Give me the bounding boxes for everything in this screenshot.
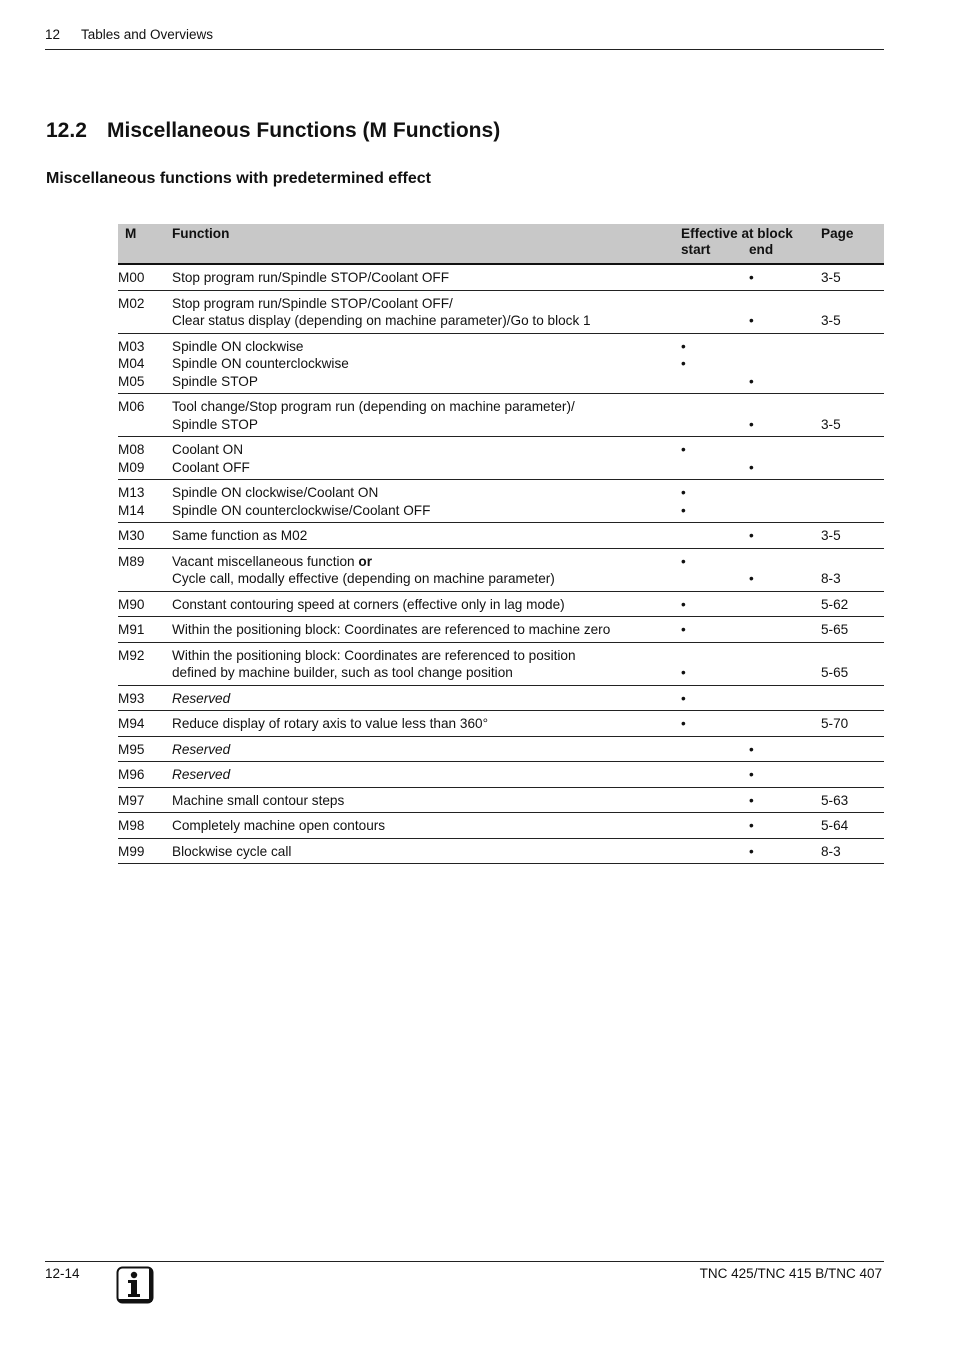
cell-page-line [821, 484, 884, 502]
cell-function-line: Spindle ON clockwise/Coolant ON [172, 485, 379, 500]
cell-m-line [118, 416, 172, 434]
table-row [118, 394, 884, 437]
cell-m-line [118, 570, 172, 588]
table-row [118, 685, 884, 711]
cell-start [681, 762, 749, 788]
cell-m [118, 787, 172, 813]
cell-function [172, 548, 681, 591]
cell-page-line: 5-65 [821, 665, 849, 680]
cell-end [749, 762, 821, 788]
cell-end [749, 264, 821, 290]
cell-end-line [749, 398, 821, 416]
cell-end [749, 711, 821, 737]
cell-m [118, 711, 172, 737]
cell-m-line: M92 [118, 647, 145, 663]
cell-m-line: M06 [118, 399, 145, 414]
cell-start-line [681, 817, 749, 835]
cell-page [821, 838, 884, 864]
cell-start-line [681, 398, 749, 416]
cell-end-line: • [749, 373, 754, 389]
cell-function [172, 838, 681, 864]
cell-page-line: 3-5 [821, 270, 841, 285]
cell-function [172, 480, 681, 523]
cell-function-line: Machine small contour steps [172, 792, 345, 808]
cell-start-line [681, 416, 749, 434]
cell-end-line: • [749, 571, 754, 586]
cell-page [821, 617, 884, 643]
cell-function-line: Within the positioning block: Coordinates are referenced to position [172, 647, 576, 663]
cell-m-line: M93 [118, 690, 145, 706]
cell-start [681, 480, 749, 523]
chapter-number: 12 [45, 27, 61, 42]
cell-page [821, 685, 884, 711]
table-row [118, 711, 884, 737]
cell-end [749, 333, 821, 394]
cell-m [118, 617, 172, 643]
cell-start-line: • [681, 442, 686, 457]
cell-m-line: M08 [118, 442, 145, 457]
cell-function-line [172, 553, 681, 571]
cell-function-line: Coolant ON [172, 442, 244, 457]
table-row [118, 437, 884, 480]
table-row [118, 736, 884, 762]
cell-start-line [681, 269, 749, 287]
table-row [118, 591, 884, 617]
cell-page [821, 591, 884, 617]
cell-m [118, 333, 172, 394]
function-text: Vacant miscellaneous function [172, 553, 359, 569]
cell-function [172, 290, 681, 333]
cell-function [172, 736, 681, 762]
header-effective-label: Effective at block [681, 226, 793, 241]
cell-end [749, 591, 821, 617]
function-bold-or: or [358, 553, 372, 569]
table-row [118, 642, 884, 685]
section-heading [46, 119, 500, 143]
cell-start [681, 591, 749, 617]
cell-end-line [749, 441, 821, 459]
cell-end-line [749, 502, 821, 520]
cell-page-line [821, 553, 884, 571]
cell-function-line: Within the positioning block: Coordinates are referenced to machine zero [172, 622, 611, 637]
cell-start-line: • [681, 665, 686, 680]
cell-end-line: • [749, 741, 754, 757]
cell-m [118, 838, 172, 864]
cell-end-line: • [749, 528, 754, 543]
cell-m [118, 264, 172, 290]
cell-start-line: • [681, 716, 686, 731]
cell-page-line [821, 459, 884, 477]
cell-page-line: 8-3 [821, 571, 841, 586]
cell-function-line: Spindle ON clockwise [172, 338, 304, 354]
cell-page [821, 264, 884, 290]
cell-m-line: M99 [118, 843, 145, 859]
cell-m-line: M14 [118, 502, 145, 518]
cell-page [821, 437, 884, 480]
cell-page-line: 5-65 [821, 622, 849, 637]
cell-end [749, 480, 821, 523]
cell-function [172, 642, 681, 685]
header-start: start [681, 242, 711, 257]
cell-start [681, 264, 749, 290]
cell-end-line [749, 647, 821, 665]
cell-start-line [681, 373, 749, 391]
chapter-title: Tables and Overviews [81, 27, 214, 42]
cell-start-line: • [681, 622, 686, 637]
cell-function [172, 787, 681, 813]
cell-end-line: • [749, 270, 754, 285]
cell-end-line: • [749, 313, 754, 328]
cell-start [681, 787, 749, 813]
cell-page [821, 548, 884, 591]
cell-end-line [749, 338, 821, 356]
cell-function-line: Stop program run/Spindle STOP/Coolant OFF [172, 270, 450, 285]
cell-page-line [821, 741, 884, 759]
cell-m-line: M04 [118, 356, 145, 371]
cell-end-line: • [749, 843, 754, 859]
cell-end-line [749, 295, 821, 313]
cell-page [821, 642, 884, 685]
cell-m-line: M96 [118, 767, 145, 782]
cell-start [681, 617, 749, 643]
cell-start-line: • [681, 485, 686, 500]
cell-end [749, 617, 821, 643]
cell-start [681, 548, 749, 591]
cell-m [118, 548, 172, 591]
cell-end [749, 642, 821, 685]
cell-m [118, 290, 172, 333]
cell-page-line [821, 373, 884, 391]
cell-end-line: • [749, 818, 754, 833]
subsection-heading: Miscellaneous functions with predetermined effect [46, 170, 431, 187]
cell-end [749, 290, 821, 333]
footer-rule [45, 1261, 884, 1262]
cell-page [821, 480, 884, 523]
cell-page-line [821, 295, 884, 313]
cell-page-line: 8-3 [821, 843, 841, 859]
cell-function-line: Constant contouring speed at corners (effective only in lag mode) [172, 596, 565, 612]
cell-page-line [821, 766, 884, 784]
cell-end [749, 736, 821, 762]
cell-m [118, 762, 172, 788]
cell-page [821, 736, 884, 762]
cell-function [172, 523, 681, 549]
cell-page-line [821, 398, 884, 416]
cell-start-line: • [681, 553, 686, 569]
header-effective [681, 224, 821, 264]
table-row [118, 523, 884, 549]
cell-page-line: 3-5 [821, 416, 841, 432]
header-end: end [749, 242, 774, 257]
cell-function [172, 333, 681, 394]
cell-start-line [681, 570, 749, 588]
cell-start [681, 333, 749, 394]
m-functions-table [118, 224, 884, 864]
cell-page-line [821, 647, 884, 665]
cell-function [172, 394, 681, 437]
cell-m-line: M89 [118, 553, 145, 569]
cell-start-line [681, 741, 749, 759]
cell-m-line: M09 [118, 459, 145, 475]
cell-function-line: defined by machine builder, such as tool change position [172, 665, 513, 680]
cell-end [749, 787, 821, 813]
section-title: Miscellaneous Functions (M Functions) [107, 119, 501, 142]
cell-start [681, 523, 749, 549]
cell-m-line: M97 [118, 792, 145, 808]
cell-page-line [821, 441, 884, 459]
cell-end-line [749, 596, 821, 614]
cell-m-line: M30 [118, 528, 145, 543]
cell-start [681, 736, 749, 762]
cell-end-line: • [749, 459, 754, 475]
cell-m [118, 523, 172, 549]
cell-page [821, 813, 884, 839]
cell-m [118, 591, 172, 617]
cell-page-line: 5-63 [821, 792, 849, 808]
cell-page-line: 3-5 [821, 313, 841, 328]
cell-start-line [681, 459, 749, 477]
cell-start-line: • [681, 596, 686, 612]
cell-end [749, 548, 821, 591]
cell-m [118, 813, 172, 839]
cell-function-line: Same function as M02 [172, 528, 308, 543]
cell-m [118, 685, 172, 711]
cell-m-line: M91 [118, 622, 145, 637]
product-name: TNC 425/TNC 415 B/TNC 407 [699, 1266, 882, 1281]
cell-end-line [749, 553, 821, 571]
cell-end-line [749, 664, 821, 682]
table-row [118, 617, 884, 643]
cell-end [749, 437, 821, 480]
table-row [118, 548, 884, 591]
cell-start-line: • [681, 356, 686, 371]
cell-end-line [749, 355, 821, 373]
cell-function [172, 617, 681, 643]
cell-page-line [821, 338, 884, 356]
cell-page [821, 711, 884, 737]
table-row [118, 787, 884, 813]
cell-function-line: Reserved [172, 767, 231, 782]
cell-page [821, 523, 884, 549]
cell-start [681, 290, 749, 333]
cell-function [172, 762, 681, 788]
cell-function-line: Coolant OFF [172, 459, 250, 475]
cell-function [172, 264, 681, 290]
cell-page [821, 762, 884, 788]
cell-page-line [821, 355, 884, 373]
table-row [118, 480, 884, 523]
cell-function [172, 591, 681, 617]
cell-function-line: Reserved [172, 741, 231, 757]
cell-start [681, 813, 749, 839]
cell-function-line: Spindle ON counterclockwise/Coolant OFF [172, 502, 431, 518]
cell-m [118, 394, 172, 437]
cell-start-line [681, 295, 749, 313]
cell-function [172, 711, 681, 737]
cell-page-line: 5-70 [821, 716, 849, 731]
cell-m-line: M98 [118, 818, 145, 833]
cell-page-line: 3-5 [821, 528, 841, 543]
cell-page-line [821, 502, 884, 520]
table-row [118, 813, 884, 839]
cell-function [172, 813, 681, 839]
cell-m [118, 437, 172, 480]
cell-m-line: M13 [118, 485, 145, 500]
table-row [118, 290, 884, 333]
cell-start-line [681, 843, 749, 861]
cell-function [172, 437, 681, 480]
cell-page [821, 290, 884, 333]
cell-start [681, 711, 749, 737]
cell-end-line: • [749, 792, 754, 808]
cell-page [821, 394, 884, 437]
cell-start [681, 685, 749, 711]
cell-function-line: Cycle call, modally effective (depending on machine parameter) [172, 571, 555, 586]
cell-end [749, 685, 821, 711]
cell-m [118, 642, 172, 685]
running-header [45, 27, 884, 50]
cell-start [681, 838, 749, 864]
cell-end-line [749, 484, 821, 502]
cell-m-line: M02 [118, 295, 145, 311]
cell-function-line: Stop program run/Spindle STOP/Coolant OFF/ [172, 295, 453, 311]
cell-function-line: Spindle STOP [172, 373, 258, 389]
table-header-row [118, 224, 884, 264]
cell-page-line: 5-64 [821, 818, 849, 833]
table-row [118, 762, 884, 788]
cell-end [749, 523, 821, 549]
cell-function-line: Reduce display of rotary axis to value less than 360° [172, 716, 489, 731]
table-row [118, 333, 884, 394]
cell-m-line: M95 [118, 741, 145, 757]
cell-end-line [749, 690, 821, 708]
cell-m-line: M00 [118, 270, 145, 285]
table-row [118, 838, 884, 864]
cell-function-line: Completely machine open contours [172, 818, 386, 833]
cell-page-line: 5-62 [821, 596, 849, 612]
table-row [118, 264, 884, 290]
cell-function-line: Spindle ON counterclockwise [172, 356, 349, 371]
cell-m-line: M90 [118, 596, 145, 612]
cell-start-line: • [681, 690, 686, 706]
cell-m-line [118, 664, 172, 682]
cell-function-line: Clear status display (depending on machine parameter)/Go to block 1 [172, 313, 591, 328]
cell-start-line [681, 792, 749, 810]
cell-start-line [681, 312, 749, 330]
cell-function-line: Reserved [172, 690, 231, 706]
cell-function-line: Blockwise cycle call [172, 843, 292, 859]
cell-start-line [681, 766, 749, 784]
cell-function-line: Spindle STOP [172, 416, 258, 432]
header-m: M [118, 224, 172, 264]
cell-m-line: M94 [118, 716, 145, 731]
cell-page-line [821, 690, 884, 708]
cell-end-line: • [749, 767, 754, 782]
cell-start-line: • [681, 338, 686, 354]
cell-page [821, 333, 884, 394]
cell-end-line [749, 715, 821, 733]
cell-page [821, 787, 884, 813]
cell-m-line [118, 312, 172, 330]
page-number: 12-14 [45, 1266, 80, 1281]
cell-m-line: M05 [118, 373, 145, 389]
cell-start [681, 394, 749, 437]
cell-start [681, 642, 749, 685]
cell-end-line: • [749, 416, 754, 432]
cell-end-line [749, 621, 821, 639]
section-number: 12.2 [46, 119, 87, 142]
cell-end [749, 394, 821, 437]
header-function: Function [172, 224, 681, 264]
info-icon [116, 1266, 154, 1304]
cell-start [681, 437, 749, 480]
cell-start-line [681, 527, 749, 545]
cell-function [172, 685, 681, 711]
cell-m [118, 480, 172, 523]
cell-end [749, 813, 821, 839]
cell-start-line [681, 647, 749, 665]
cell-function-line: Tool change/Stop program run (depending on machine parameter)/ [172, 399, 575, 414]
cell-m-line: M03 [118, 338, 145, 354]
cell-m [118, 736, 172, 762]
header-page: Page [821, 224, 884, 264]
cell-end [749, 838, 821, 864]
cell-start-line: • [681, 502, 686, 518]
